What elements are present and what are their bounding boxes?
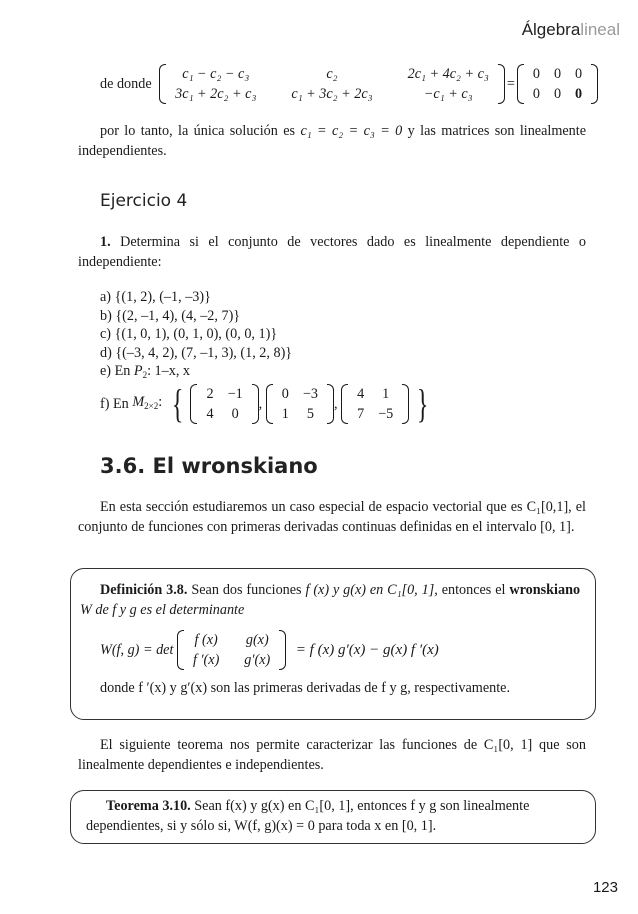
header-title-main: Álgebra [521,20,581,39]
matrix-cell: 4 [357,386,365,402]
exercise-list [100,287,580,380]
matrix-cell: 0 [553,86,562,102]
theorem-intro: El siguiente teorema nos permite caracterizar las funciones de C₁[0, 1] que son linealmente dependientes e independientes. [78,737,586,773]
header-title-accent: lineal [580,20,620,39]
instruction-number: 1. [100,234,111,250]
page-number: 123 [592,879,618,896]
exercise-item: c) {(1, 0, 1), (0, 1, 0), (0, 0, 1)} [100,326,278,343]
conclusion-paragraph [78,121,586,161]
conclusion-post: y las matrices son linealmente independientes. [78,123,586,159]
definition-math1: f (x) y g(x) en C₁[0, 1], [305,582,438,598]
formula-left: W(f, g) = det [100,642,174,658]
exercise-item: a) {(1, 2), (–1, –3)} [100,289,211,305]
equals-sign: = [506,76,515,92]
matrix-cell: 7 [357,406,365,422]
exercise-title: Ejercicio 4 [100,191,188,211]
top-matrix-prefix: de donde [100,76,152,92]
section-intro: En esta sección estudiaremos un caso especial de espacio vectorial que es C₁[0,1], el conjunto de funciones con primeras derivadas continuas definidas en el intervalo [0, 1]. [78,499,586,535]
matrix-cell: −1 [227,386,243,402]
definition-term: wronskiano [509,582,581,598]
matrix-cell: c₁ + 3c₂ + 2c₃ [291,86,373,102]
matrix-cell: 2 [206,386,214,402]
definition-label: Definición 3.8. [100,582,188,598]
exercise-item: d) {(–3, 4, 2), (7, –1, 3), (1, 2, 8)} [100,344,293,361]
wronskian-determinant [177,630,286,670]
running-header [522,20,620,40]
item-f-label: f) En [100,396,129,412]
conclusion-math: c₁ = c₂ = c₃ = 0 [300,123,403,139]
matrix-cell: 0 [231,406,239,422]
item-e-space: P [133,363,143,380]
zero-matrix [517,64,598,104]
wronskian-formula [100,630,580,670]
matrix-cell: 1 [382,386,390,402]
set-close-brace: } [416,381,429,426]
set-matrix-3 [341,384,409,424]
definition-statement [80,580,580,620]
matrix-cell: −5 [378,406,394,422]
matrix-cell: 3c₁ + 2c₂ + c₃ [175,86,257,102]
item-e-label: e) En [100,363,131,380]
matrix-cell: 0 [532,66,540,82]
exercise-instruction [78,232,586,272]
matrix-cell: 4 [206,406,214,422]
matrix-cell: c₂ [326,66,338,82]
exercise-item-f: f) En $M_{2\times 2}$: { 2 −1 4 0 , 0 −3 1 5 , 4 1 7 −5 } [100,381,429,426]
conclusion-pre: por lo tanto, la única solución es [100,123,296,139]
set-open-brace: { [171,381,184,426]
exercise-item-e [100,361,580,380]
formula-right: = f (x) g′(x) − g(x) f ′(x) [295,642,439,658]
item-e-subscript: 2 [142,370,148,381]
item-f-colon: : [158,394,163,410]
top-coefficient-matrix [159,64,505,104]
theorem-label: Teorema 3.10. [106,798,191,814]
exercise-item: b) {(2, –1, 4), (4, –2, 7)} [100,307,241,324]
theorem-content [86,796,580,836]
set-matrix-1 [190,384,258,424]
set-matrix-2 [266,384,334,424]
matrix-cell: 0 [281,386,289,402]
theorem-text: Sean f(x) y g(x) en C₁[0, 1], entonces f y g son linealmente dependientes, si y sólo si, W(f, g)(x) = 0 para toda x en [0, 1]. [86,798,530,834]
definition-text3: W de f y g es el determinante [80,602,245,618]
definition-text1: Sean dos funciones [191,582,302,598]
matrix-cell: f (x) [194,632,218,648]
matrix-cell: 0 [532,86,540,102]
item-f-subscript: 2×2 [144,401,159,411]
matrix-cell: 0 [575,66,583,82]
matrix-cell: c₁ − c₂ − c₃ [182,66,250,82]
definition-text2: entonces el [441,582,506,598]
definition-content [80,580,580,698]
section-title: 3.6. El wronskiano [100,454,318,478]
matrix-cell: g′(x) [244,652,271,668]
matrix-cell: 1 [281,406,289,422]
definition-foot: donde f ′(x) y g′(x) son las primeras derivadas de f y g, respectivamente. [100,680,511,696]
matrix-cell: −c₁ + c₃ [423,86,473,102]
item-f-space: M [132,394,145,410]
matrix-cell: 0 [575,86,583,102]
matrix-cell: 5 [306,406,314,422]
matrix-cell: 0 [553,66,562,82]
matrix-cell: g(x) [245,632,269,648]
instruction-text: Determina si el conjunto de vectores dado es linealmente dependiente o independiente: [78,234,587,270]
top-matrix-equation [100,64,598,104]
matrix-cell: 2c₁ + 4c₂ + c₃ [407,66,489,82]
item-e-rest: : 1–x, x [147,363,191,380]
matrix-cell: −3 [302,386,318,402]
matrix-cell: f ′(x) [192,652,220,668]
